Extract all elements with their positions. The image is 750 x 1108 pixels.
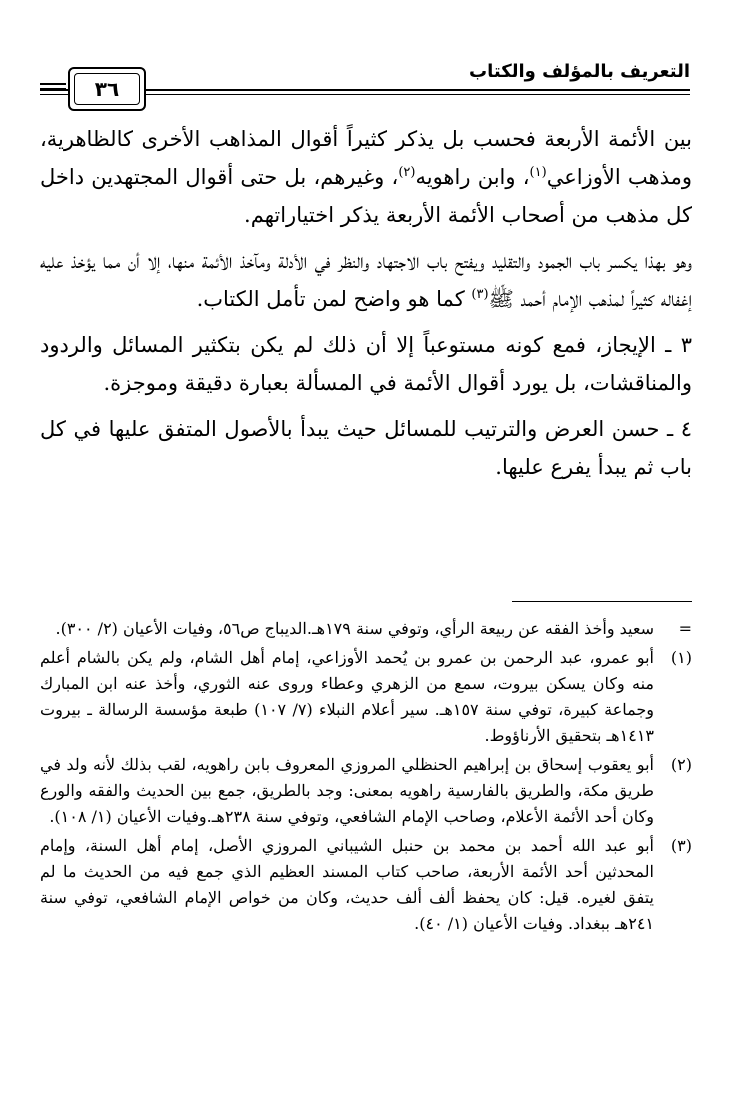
footnote-ref-2[interactable]: (٢) xyxy=(398,165,416,180)
text-run: وهو بهذا يكسر باب الجمود والتقليد ويفتح باب الاجتهاد والنظر في الأدلة ومآخذ الأئمة منها، إلا أن مما يؤخذ عليه إغفاله كثيراً لمذهب الإمام أحمد ﷺ xyxy=(40,249,692,311)
footnote-continued xyxy=(40,616,692,642)
footnote-text: أبو عبد الله أحمد بن محمد بن حنبل الشيباني المروزي الأصل، إمام أهل السنة، وإمام المحدثين أحد الأئمة الأربعة، صاحب كتاب المسند العظيم الذي جمع فيه من الحديث ما لم يتفق لغيره. قيل: كان يحفظ ألف ألف حديث، وكان من خواص الإمام الشافعي، توفي سنة ٢٤١هـ ببغداد. وفيات الأعيان (١/ ٤٠). xyxy=(40,836,654,933)
footnote-text: أبو عمرو، عبد الرحمن بن عمرو بن يُحمد الأوزاعي، إمام أهل الشام، ولم يكن بالشام أعلم منه وكان يسكن بيروت، سمع من الزهري وعطاء وروى عنه الثوري، وأخذ عنه ابن المبارك وجماعة كبيرة، توفي سنة ١٥٧هـ. سير أعلام النبلاء (٧/ ١٠٧) طبعة مؤسسة الرسالة ـ بيروت ١٤١٣هـ بتحقيق الأرناؤوط. xyxy=(40,648,655,745)
page-number-tick xyxy=(40,83,66,85)
paragraph-3: ٣ ـ الإيجاز، فمع كونه مستوعباً إلا أن ذلك لم يكن بتكثير المسائل والردود والمناقشات، بل يورد أقوال الأئمة في المسألة بعبارة دقيقة وموجزة. xyxy=(40,333,692,395)
text-run: ، وغيرهم، بل حتى أقوال المجتهدين داخل كل مذهب من أصحاب الأئمة الأربعة يذكر اختياراتهم. xyxy=(40,165,692,227)
body-text xyxy=(40,120,692,494)
text-run: كما هو واضح لمن تأمل الكتاب. xyxy=(196,287,472,311)
text-run: بين الأئمة الأربعة فحسب بل يذكر كثيراً أقوال المذاهب الأخرى كالظاهرية، ومذهب الأوزاعي xyxy=(40,127,692,189)
running-title: التعريف بالمؤلف والكتاب xyxy=(469,61,690,82)
footnote-marker: (٣) xyxy=(670,836,692,855)
footnote-marker: = xyxy=(678,619,692,638)
page-header xyxy=(40,55,690,115)
footnote-ref-1[interactable]: (١) xyxy=(529,165,547,180)
footnote-text: أبو يعقوب إسحاق بن إبراهيم الحنظلي المروزي المعروف بابن راهويه، لقب بذلك لأنه ولد في طريق مكة، والطريق بالفارسية راهويه بمعنى: وجد بالطريق، جمع بين الحديث والفقه والورع وكان أحد الأئمة الأعلام، وصاحب الإمام الشافعي، وتوفي سنة ٢٣٨هـ.وفيات الأعيان (١/ ١٠٨). xyxy=(40,755,654,826)
footnote-2 xyxy=(40,752,692,830)
paragraph-1 xyxy=(40,120,692,234)
page-number-tick-thin xyxy=(40,88,66,89)
footnote-marker: (٢) xyxy=(670,755,692,774)
page-number-frame xyxy=(68,67,146,111)
footnote-1 xyxy=(40,645,692,749)
paragraph-4: ٤ ـ حسن العرض والترتيب للمسائل حيث يبدأ بالأصول المتفق عليها في كل باب ثم يبدأ يفرع عليها. xyxy=(40,417,692,479)
page-number: ٣٦ xyxy=(74,73,140,105)
footnotes xyxy=(40,616,692,940)
footnote-3 xyxy=(40,833,692,937)
text-run: ، وابن راهويه xyxy=(415,165,530,189)
footnote-separator xyxy=(512,601,692,602)
footnote-marker: (١) xyxy=(670,648,692,667)
footnote-ref-3[interactable]: (٣) xyxy=(471,287,489,302)
paragraph-2 xyxy=(40,242,692,318)
footnote-text: سعيد وأخذ الفقه عن ربيعة الرأي، وتوفي سنة ١٧٩هـ.الديباج ص٥٦، وفيات الأعيان (٢/ ٣٠٠). xyxy=(55,619,654,638)
